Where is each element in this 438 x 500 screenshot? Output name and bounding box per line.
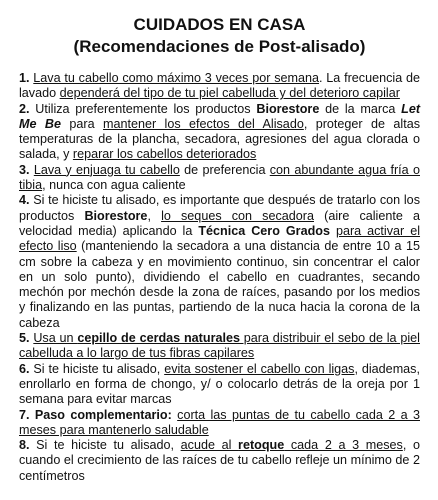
recommendation-item bbox=[19, 408, 420, 439]
item-number: 6. bbox=[19, 361, 30, 376]
item-text: Lava tu cabello como máximo 3 veces por semana bbox=[33, 71, 320, 85]
item-text: con abundante agua fría o tibia bbox=[19, 162, 420, 193]
item-text: reparar los cabellos deteriorados bbox=[72, 147, 257, 162]
item-text: , o cuando el crecimiento de las raíces de tu cabello refleje un mínimo de 2 centímetros bbox=[19, 438, 420, 483]
item-text: Biorestore bbox=[84, 208, 148, 223]
item-text: mantener los efectos del Alisado bbox=[102, 116, 304, 131]
recommendations-list bbox=[19, 71, 420, 484]
recommendation-item bbox=[19, 163, 420, 194]
item-number: 5. bbox=[19, 331, 30, 346]
item-text: corta las puntas de tu cabello cada 2 a 3 meses para mantenerlo saludable bbox=[19, 407, 420, 437]
item-text: Si te hiciste tu alisado, es importante que después de tratarlo con los productos bbox=[19, 193, 420, 223]
item-text: Lava y enjuaga tu cabello bbox=[33, 162, 180, 177]
item-text: (manteniendo la secadora a una distancia de entre 10 a 15 cm sobre la cabeza y en movimiento continuo, sin concentrar el calor en un solo punto), dividiendo el cabello en cuadrantes, secando mechón por mechón desde la zona de raíces, pasando por los medios y finalizando en las puntas, partiendo de la nuca hacia la corona de la cabeza bbox=[19, 239, 420, 330]
item-text: Si te hiciste tu alisado, bbox=[29, 361, 165, 376]
item-text: Técnica Cero Grados bbox=[198, 223, 330, 238]
item-text: acude al bbox=[180, 438, 239, 453]
item-text: de preferencia bbox=[179, 162, 270, 177]
item-text: retoque bbox=[238, 438, 285, 453]
item-text: cada 2 a 3 meses bbox=[284, 438, 403, 453]
item-text: Biorestore bbox=[256, 101, 320, 116]
item-text: , diademas, enrollarlo en forma de chongo, y/ o colocarlo detrás de la oreja por 1 semana para evitar marcas bbox=[19, 361, 420, 407]
item-number: 3. bbox=[19, 162, 30, 177]
item-text: Usa un bbox=[33, 331, 78, 346]
item-number: 1. bbox=[19, 71, 30, 85]
recommendation-item bbox=[19, 438, 420, 484]
item-number: 2. bbox=[19, 101, 30, 116]
item-text: Paso complementario: bbox=[29, 407, 172, 422]
item-text: Let Me Be bbox=[19, 101, 421, 131]
recommendation-item bbox=[19, 102, 420, 163]
item-text: cepillo de cerdas naturales bbox=[77, 331, 240, 346]
item-number: 8. bbox=[19, 438, 30, 453]
item-text: para activar el efecto liso bbox=[19, 223, 421, 254]
recommendation-item bbox=[19, 193, 420, 331]
item-text: para distribuir el sebo de la piel cabelluda a lo largo de tus fibras capilares bbox=[19, 331, 420, 361]
recommendation-item bbox=[19, 362, 420, 408]
item-text: dependerá del tipo de tu piel cabelluda y del deterioro capilar bbox=[59, 86, 400, 101]
item-text: (aire caliente a velocidad media) aplicando la bbox=[19, 208, 420, 238]
item-text: lo seques con secadora bbox=[161, 208, 314, 223]
item-text: Utiliza preferentemente los productos bbox=[29, 101, 257, 116]
item-text: Si te hiciste tu alisado, bbox=[29, 438, 181, 453]
item-number: 4. bbox=[19, 193, 30, 208]
item-text: . La frecuencia de lavado bbox=[19, 71, 420, 101]
item-text: de la marca bbox=[319, 101, 402, 116]
page-subtitle: (Recomendaciones de Post-alisado) bbox=[73, 37, 366, 56]
item-text: para bbox=[60, 116, 103, 131]
item-text: evita sostener el cabello con ligas bbox=[164, 361, 355, 376]
recommendation-item bbox=[19, 331, 420, 362]
recommendation-item bbox=[19, 71, 420, 102]
item-number: 7. bbox=[19, 407, 30, 422]
item-text: , proteger de altas temperaturas de la plancha, secadora, agresiones del agua clorada o salada, y bbox=[19, 116, 420, 162]
item-text: , bbox=[147, 208, 162, 223]
item-text: , nunca con agua caliente bbox=[42, 178, 186, 193]
page-title: CUIDADOS EN CASA bbox=[133, 15, 306, 34]
